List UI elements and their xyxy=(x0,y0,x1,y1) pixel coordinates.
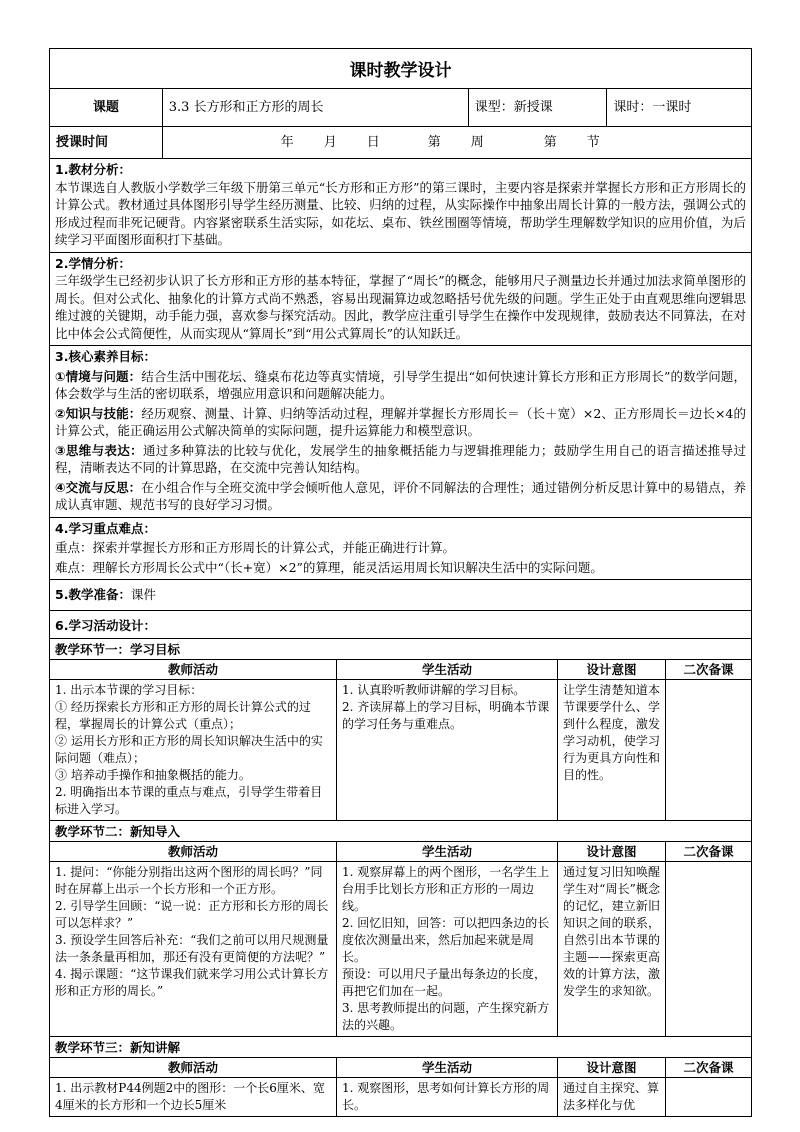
literacy-section xyxy=(50,346,751,518)
stage-3-activities xyxy=(50,1078,751,1116)
stage-1-title: 教学环节一：学习目标 xyxy=(50,639,751,660)
period-prefix: 第 xyxy=(543,134,557,150)
literacy-item: ①情境与问题：结合生活中围花坛、缝桌布花边等真实情境，引导学生提出“如何快速计算长方形和正方形周长”的数学问题，体会数学与生活的密切联系，增强应用意识和问题解决能力。 xyxy=(55,368,746,401)
lesson-plan-table xyxy=(49,48,752,1117)
design-intent: 让学生清楚知道本节课要学什么、学到什么程度，激发学习动机，使学习行为更具方向性和目的性。 xyxy=(558,680,666,820)
material-text: 本节课选自人教版小学数学三年级下册第三单元“长方形和正方形”的第三课时，主要内容是探索并掌握长方形和正方形周长的计算公式。教材通过具体图形引导学生经历测量、比较、归纳的过程，从实际操作中抽象出周长计算的一般方法，强调公式的形成过程而非死记硬背。内容紧密联系生活实际，如花坛、桌布、铁丝围圈等情境，帮助学生理解数学知识的应用价值，为后续学习平面图形面积打下基础。 xyxy=(55,179,746,247)
period-suffix: 节 xyxy=(586,134,600,150)
material-heading: 1.教材分析： xyxy=(55,162,131,177)
year-text: 年 xyxy=(280,134,294,150)
material-section xyxy=(50,159,751,253)
week-prefix: 第 xyxy=(427,134,441,150)
keypoints-heading: 4.学习重点难点： xyxy=(55,520,156,536)
focus-text: 重点：探索并掌握长方形和正方形周长的计算公式，并能正确进行计算。 xyxy=(55,540,456,555)
teacher-activity: 1. 出示本节课的学习目标： ① 经历探索长方形和正方形的周长计算公式的过程，掌握周长的计算公式（重点）； ② 运用长方形和正方形的周长知识解决生活中的实际问题（难点）； ③ 培养动手操作和抽象概括的能力。 2. 明确指出本节课的重点与难点，引导学生带着目标进入学习。 xyxy=(50,680,337,820)
teacher-col-header: 教师活动 xyxy=(50,1058,337,1077)
difficulty-text: 难点：理解长方形周长公式中“（长+宽）×2”的算理，能灵活运用周长知识解决生活中的实际问题。 xyxy=(55,559,603,575)
teacher-col-header: 教师活动 xyxy=(50,660,337,679)
student-activity: 1. 观察屏幕上的两个图形，一名学生上台用手比划长方形和正方形的一周边线。 2. 回忆旧知，回答：可以把四条边的长度依次测量出来，然后加起来就是周长。 预设：可以用尺子量出每条边的长度，再把它们加在一起。 3. 思考教师提出的问题，产生探究新方法的兴趣。 xyxy=(337,862,558,1036)
day-text: 日 xyxy=(366,134,380,150)
student-activity: 1. 认真聆听教师讲解的学习目标。 2. 齐读屏幕上的学习目标，明确本节课的学习任务与重难点。 xyxy=(337,680,558,820)
time-label: 授课时间 xyxy=(50,127,163,158)
literacy-item: ④交流与反思：在小组合作与全班交流中学会倾听他人意见，评价不同解法的合理性；通过错例分析反思计算中的易错点，养成认真审题、规范书写的良好学习习惯。 xyxy=(55,479,746,512)
topic-label: 课题 xyxy=(50,89,163,126)
student-activity: 1. 观察图形，思考如何计算长方形的周长。 xyxy=(337,1078,558,1116)
keypoints-section xyxy=(50,518,751,581)
second-col-header: 二次备课 xyxy=(683,844,734,859)
teacher-activity: 1. 提问：“你能分别指出这两个图形的周长吗？”同时在屏幕上出示一个长方形和一个正方形。 2. 引导学生回顾：“说一说：正方形和长方形的周长可以怎样求？” 3. 预设学生回答后补充：“我们之前可以用尺规测量法一条条量再相加，那还有没有更简便的方法呢？” 4. 揭示课题：“这节课我们就来学习用公式计算长方形和正方形的周长。” xyxy=(50,862,337,1036)
second-col-header: 二次备课 xyxy=(683,662,734,677)
week-suffix: 周 xyxy=(470,134,484,150)
design-intent: 通过复习旧知唤醒学生对“周长”概念的记忆，建立新旧知识之间的联系，自然引出本节课的主题——探索更高效的计算方法，激发学生的求知欲。 xyxy=(558,862,666,1036)
literacy-heading: 3.核心素养目标： xyxy=(55,349,156,364)
student-col-header: 学生活动 xyxy=(337,842,558,861)
month-text: 月 xyxy=(323,134,337,150)
time-row xyxy=(50,127,751,159)
stage-2-activities xyxy=(50,862,751,1037)
students-text: 三年级学生已经初步认识了长方形和正方形的基本特征，掌握了“周长”的概念，能够用尺子测量边长并通过加法求简单图形的周长。但对公式化、抽象化的计算方式尚不熟悉，容易出现漏算边或忽略括号优先级的问题。学生正处于由直观思维向逻辑思维过渡的关键期，动手能力强，喜欢参与探究活动。因此，教学应注重引导学生在操作中发现规律，鼓励表达不同算法，在对比中体会公式简便性，从而实现从“算周长”到“用公式算周长”的认知跃迁。 xyxy=(55,273,746,341)
second-prep xyxy=(666,680,751,820)
student-col-header: 学生活动 xyxy=(337,660,558,679)
activities-section xyxy=(50,611,751,640)
prep-section xyxy=(50,580,751,611)
teacher-activity: 1. 出示教材P44例题2中的图形：一个长6厘米、宽4厘米的长方形和一个边长5厘米 xyxy=(50,1078,337,1116)
stage-2-title: 教学环节二：新知导入 xyxy=(50,821,751,842)
stage-3-title: 教学环节三：新知讲解 xyxy=(50,1037,751,1058)
literacy-item: ③思维与表达：通过多种算法的比较与优化，发展学生的抽象概括能力与逻辑推理能力；鼓励学生用自己的语言描述推导过程，清晰表达不同的计算思路，在交流中完善认知结构。 xyxy=(55,442,746,475)
stage-2-column-headers xyxy=(50,842,751,862)
prep-heading: 5.教学准备： xyxy=(55,587,131,602)
students-heading: 2.学情分析： xyxy=(55,255,131,271)
intent-col-header: 设计意图 xyxy=(558,842,666,861)
activities-heading: 6.学习活动设计： xyxy=(55,617,156,633)
second-prep xyxy=(666,862,751,1036)
stage-3-column-headers xyxy=(50,1058,751,1078)
second-prep xyxy=(666,1078,751,1116)
teacher-col-header: 教师活动 xyxy=(50,842,337,861)
prep-value: 课件 xyxy=(130,587,156,602)
stage-1-column-headers xyxy=(50,660,751,680)
stage-1-activities xyxy=(50,680,751,821)
lesson-type: 课型：新授课 xyxy=(469,89,608,126)
second-col-header: 二次备课 xyxy=(683,1060,734,1075)
topic-value: 3.3 长方形和正方形的周长 xyxy=(163,89,469,126)
design-intent: 通过自主探究、算法多样化与优 xyxy=(558,1078,666,1116)
page-title: 课时教学设计 xyxy=(50,49,751,89)
topic-row xyxy=(50,89,751,127)
intent-col-header: 设计意图 xyxy=(558,660,666,679)
lesson-hours: 课时：一课时 xyxy=(613,99,692,115)
student-col-header: 学生活动 xyxy=(337,1058,558,1077)
intent-col-header: 设计意图 xyxy=(558,1058,666,1077)
students-section xyxy=(50,253,751,347)
time-value xyxy=(163,127,751,158)
literacy-item: ②知识与技能：经历观察、测量、计算、归纳等活动过程，理解并掌握长方形周长＝（长＋宽）×2、正方形周长＝边长×4的计算公式，能正确运用公式解决简单的实际问题，提升运算能力和模型意识。 xyxy=(55,405,746,438)
